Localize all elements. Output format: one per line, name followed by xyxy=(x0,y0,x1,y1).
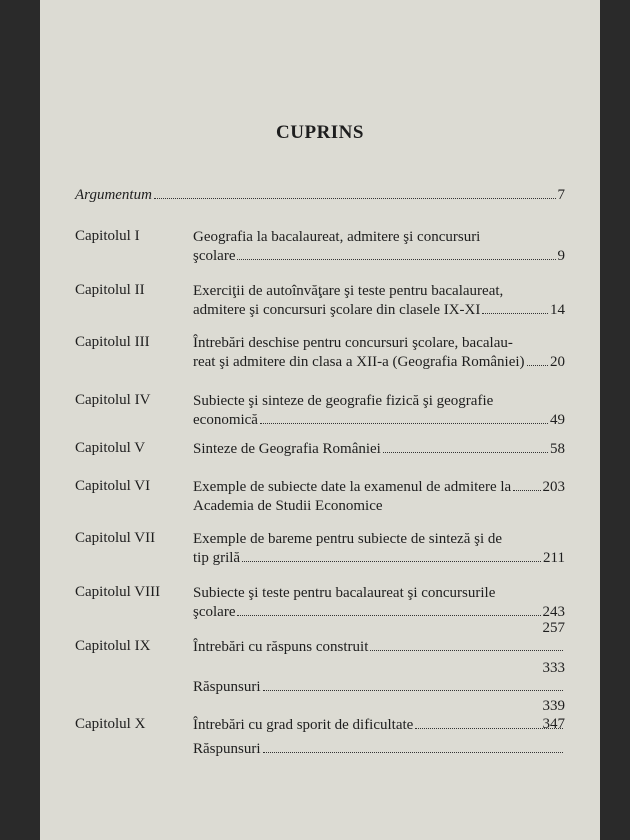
dot-leader xyxy=(260,423,548,424)
dot-leader xyxy=(527,365,548,366)
answers-label: Răspunsuri xyxy=(193,741,261,757)
chapter-title-line: Întrebări cu răspuns construit xyxy=(193,639,369,655)
chapter-title-line: Sinteze de Geografia României xyxy=(193,441,381,457)
dot-leader xyxy=(482,313,548,314)
chapter-title-line: Întrebări cu grad sporit de dificultate xyxy=(193,717,414,733)
chapter-title-line: şcolare xyxy=(193,248,236,264)
chapter-number: Capitolul III xyxy=(75,334,150,350)
chapter-number: Capitolul X xyxy=(75,716,146,732)
toc-entry-argumentum xyxy=(75,186,565,205)
entry-page: 257 xyxy=(542,620,565,636)
chapter-number: Capitolul II xyxy=(75,282,145,298)
answers-page: 347 xyxy=(542,716,565,732)
chapter-title-line: reat şi admitere din clasa a XII-a (Geografia României) xyxy=(193,354,525,370)
toc-entry-chapter-10 xyxy=(75,698,565,778)
chapter-number: Capitolul V xyxy=(75,440,146,456)
dot-leader xyxy=(154,198,556,199)
page-title: CUPRINS xyxy=(276,122,364,143)
dot-leader xyxy=(263,752,564,753)
book-page xyxy=(40,0,600,840)
entry-page: 9 xyxy=(557,248,565,264)
dot-leader xyxy=(237,615,540,616)
chapter-title-line: Subiecte şi teste pentru bacalaureat şi concursurile xyxy=(193,585,496,601)
answers-page: 333 xyxy=(542,660,565,676)
entry-page: 339 xyxy=(542,698,565,714)
chapter-number: Capitolul IV xyxy=(75,392,151,408)
chapter-title-line: Exemple de subiecte date la examenul de admitere la xyxy=(193,479,512,495)
chapter-title-line: Geografia la bacalaureat, admitere şi concursuri xyxy=(193,229,481,245)
dot-leader xyxy=(415,728,563,729)
chapter-title-line: economică xyxy=(193,412,258,428)
chapter-title-line: Întrebări deschise pentru concursuri şcolare, bacalau- xyxy=(193,335,513,351)
entry-page: 243 xyxy=(542,604,565,620)
dot-leader xyxy=(370,650,563,651)
chapter-number: Capitolul VII xyxy=(75,530,156,546)
chapter-title-line: Exerciţii de autoînvăţare şi teste pentru bacalaureat, xyxy=(193,283,504,299)
chapter-number: Capitolul VIII xyxy=(75,584,161,600)
chapter-title-line: Exemple de bareme pentru subiecte de sinteză şi de xyxy=(193,531,503,547)
dot-leader xyxy=(383,452,548,453)
dot-leader xyxy=(513,490,540,491)
answers-label: Răspunsuri xyxy=(193,679,261,695)
entry-page: 203 xyxy=(542,479,565,495)
chapter-title-line: tip grilă xyxy=(193,550,241,566)
chapter-title-line: admitere şi concursuri şcolare din clasele IX-XI xyxy=(193,302,481,318)
chapter-number: Capitolul I xyxy=(75,228,140,244)
toc-entry-chapter-9 xyxy=(75,620,565,700)
dot-leader xyxy=(263,690,564,691)
entry-title: Argumentum xyxy=(75,187,152,203)
entry-page: 211 xyxy=(543,550,565,566)
dot-leader xyxy=(242,561,541,562)
entry-page: 49 xyxy=(550,412,565,428)
chapter-title-line: Academia de Studii Economice xyxy=(193,498,383,514)
entry-page: 58 xyxy=(550,441,565,457)
chapter-title-line: şcolare xyxy=(193,604,236,620)
entry-page: 14 xyxy=(550,302,565,318)
dot-leader xyxy=(237,259,555,260)
chapter-title-line: Subiecte şi sinteze de geografie fizică şi geografie xyxy=(193,393,494,409)
entry-page: 7 xyxy=(557,187,565,203)
chapter-number: Capitolul IX xyxy=(75,638,151,654)
entry-page: 20 xyxy=(550,354,565,370)
chapter-number: Capitolul VI xyxy=(75,478,151,494)
